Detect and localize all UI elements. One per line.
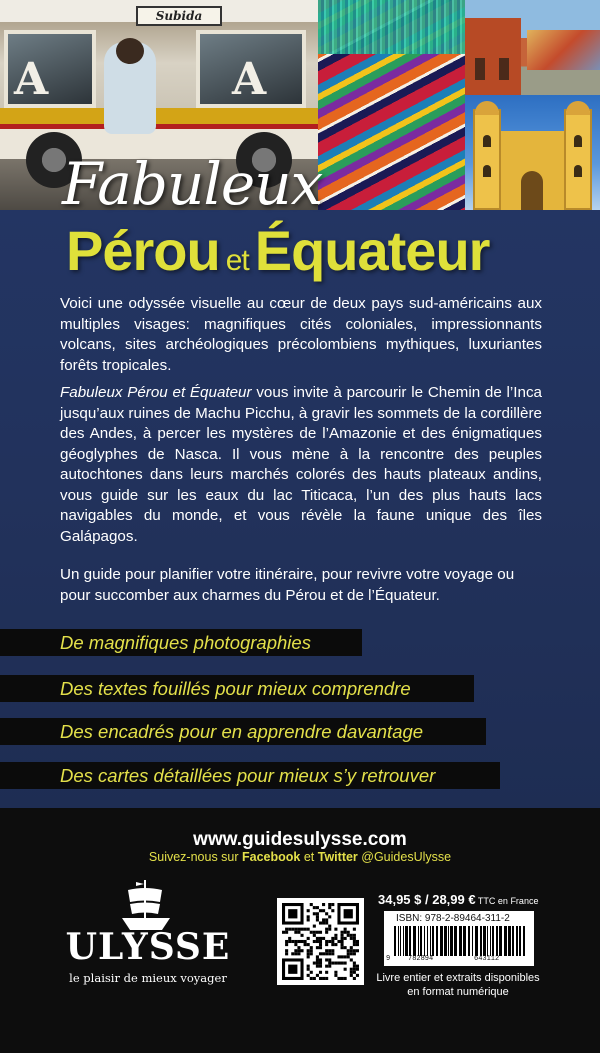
church-dome bbox=[566, 101, 590, 115]
feature-photographs: De magnifiques photographies bbox=[0, 629, 362, 656]
feature-maps: Des cartes détaillées pour mieux s’y retrouver bbox=[0, 762, 500, 789]
price bbox=[378, 892, 578, 907]
bus-sign: Subida bbox=[136, 6, 222, 26]
price-suffix: TTC en France bbox=[475, 896, 539, 906]
isbn: ISBN: 978-2-89464-311-2 bbox=[396, 913, 510, 924]
church-window bbox=[574, 165, 582, 177]
title-country-peru: Pérou bbox=[66, 219, 220, 282]
feature-boxes: Des encadrés pour en apprendre davantage bbox=[0, 718, 486, 745]
title-conjunction: et bbox=[225, 244, 249, 277]
feature-texts: Des textes fouillés pour mieux comprendre bbox=[0, 675, 474, 702]
barcode-box bbox=[384, 911, 534, 966]
barcode-digits-group-2: 643112 bbox=[474, 955, 500, 963]
digital-line-2: en format numérique bbox=[407, 986, 509, 998]
website-link[interactable]: www.guidesulysse.com bbox=[193, 829, 407, 850]
colonial-door bbox=[499, 58, 509, 80]
barcode-digit-first: 9 bbox=[386, 955, 391, 963]
twitter-link[interactable]: Twitter bbox=[317, 850, 358, 864]
title-country-ecuador: Équateur bbox=[254, 219, 490, 282]
social-follow bbox=[0, 850, 600, 864]
book-title-inline: Fabuleux Pérou et Équateur bbox=[60, 384, 252, 401]
follow-and: et bbox=[300, 850, 318, 864]
bus-letter: A bbox=[232, 54, 267, 105]
title-line-countries bbox=[66, 218, 556, 283]
colonial-wall bbox=[465, 18, 521, 95]
colonial-door bbox=[475, 58, 485, 80]
price-amount: 34,95 $ / 28,99 € bbox=[378, 892, 476, 907]
twitter-handle: @GuidesUlysse bbox=[357, 850, 452, 864]
follow-prefix: Suivez-nous sur bbox=[148, 850, 243, 864]
barcode-digits-group-1: 782894 bbox=[408, 955, 434, 963]
digital-availability bbox=[376, 971, 540, 999]
footer bbox=[0, 808, 600, 1053]
facebook-link[interactable]: Facebook bbox=[242, 850, 301, 864]
barcode-icon bbox=[392, 926, 526, 956]
church-window bbox=[574, 135, 582, 147]
textile-fringe bbox=[318, 0, 465, 54]
qr-code-graphic bbox=[282, 903, 359, 980]
title-line-fabuleux: Fabuleux bbox=[62, 150, 323, 218]
qr-code-icon[interactable] bbox=[277, 898, 364, 985]
publisher-tagline: le plaisir de mieux voyager bbox=[69, 971, 227, 985]
description-paragraph-2-text: vous invite à parcourir le Chemin de l’Inca jusqu’aux ruines de Machu Picchu, à gravir les sommets de la cordillère des Andes, à percer les mystères de l’Amazonie et des énigmatiques géoglyphes de Nasca. Il vous mène à la rencontre des peuples autochtones dans leurs marchés colorés des hauts plateaux andins, vous guide sur les eaux du lac Titicaca, l’un des plus hauts lacs navigables du monde, et vous révèle la faune unique des îles Galápagos. bbox=[60, 384, 543, 545]
church-tower bbox=[564, 109, 592, 210]
bus-letter: A bbox=[14, 54, 49, 105]
mural bbox=[527, 30, 600, 70]
description-paragraph-3: Un guide pour planifier votre itinéraire, pour revivre votre voyage ou pour succomber aux charmes du Pérou et de l’Équateur. bbox=[60, 566, 515, 604]
colonial-street-photo bbox=[465, 0, 600, 95]
bus-stripe bbox=[0, 108, 318, 124]
church-dome bbox=[475, 101, 499, 115]
description-paragraph-2 bbox=[60, 383, 542, 547]
church-window bbox=[483, 135, 491, 147]
description-paragraph-1: Voici une odyssée visuelle au cœur de deux pays sud-américains aux multiples visages: magnifiques cités coloniales, impressionnants volcans, sites archéologiques précolombiens mythiques, luxuriantes forêts tropicales. bbox=[60, 295, 542, 374]
bus-driver-head bbox=[116, 38, 144, 64]
digital-line-1: Livre entier et extraits disponibles bbox=[376, 972, 540, 984]
publisher-logo-text: ULYSSE bbox=[65, 926, 231, 968]
